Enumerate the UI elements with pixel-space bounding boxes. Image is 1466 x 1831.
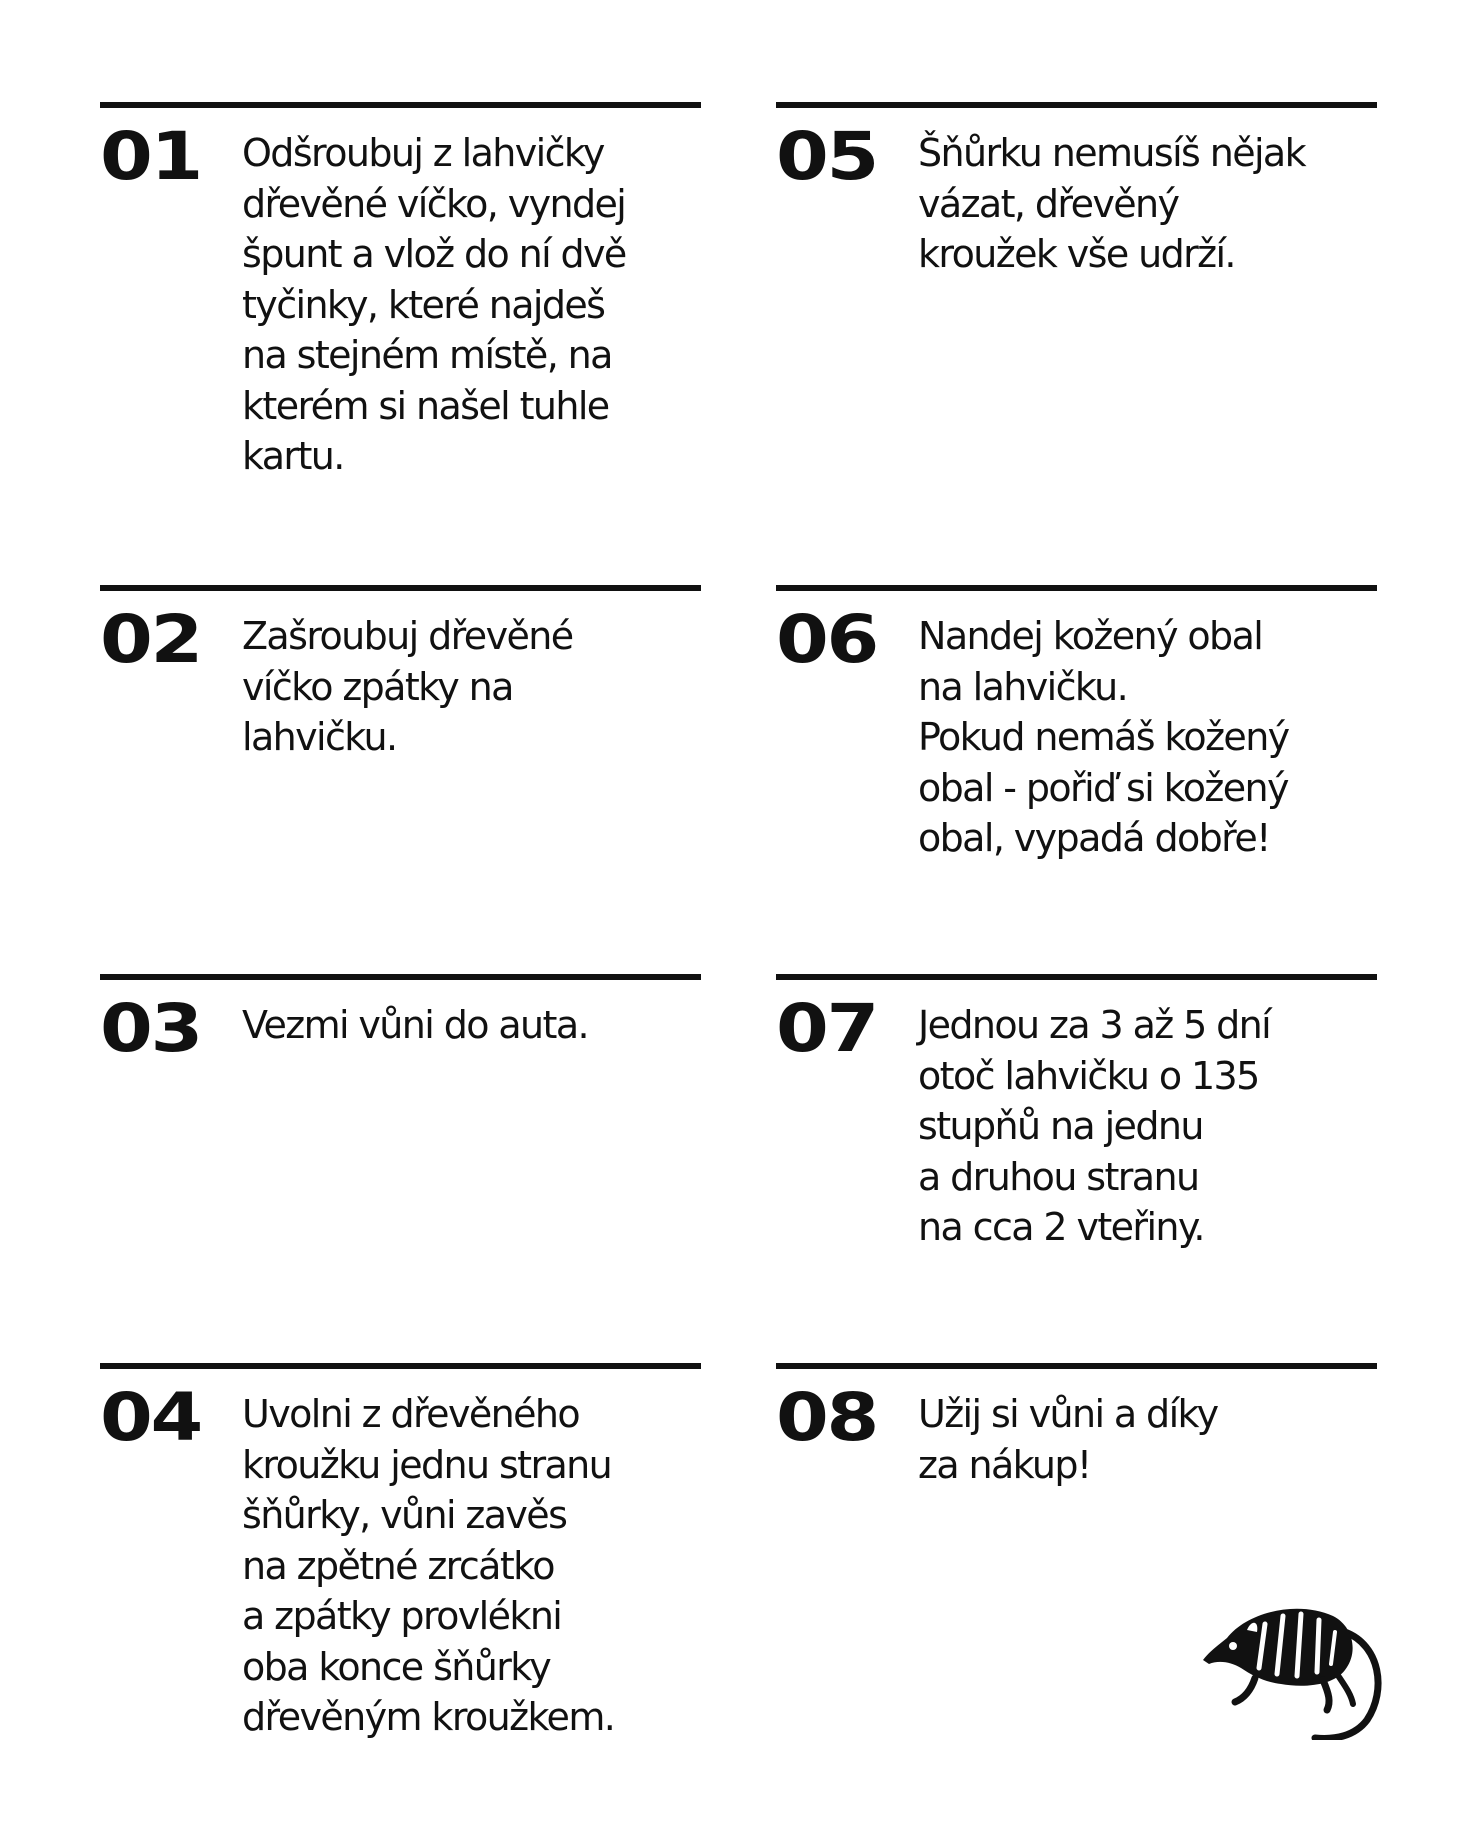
step-text: Šňůrku nemusíš nějak vázat, dřevěný kroužek vše udrží. — [918, 131, 1306, 276]
divider — [776, 102, 1377, 108]
step-number: 04 — [100, 1379, 202, 1456]
opossum-logo-icon — [1195, 1590, 1385, 1740]
step-number: 06 — [776, 601, 878, 678]
step-text: Užij si vůni a díky za nákup! — [918, 1392, 1218, 1487]
step-text: Zašroubuj dřevěné víčko zpátky na lahvičku. — [242, 614, 573, 759]
divider — [100, 585, 701, 591]
divider — [100, 1363, 701, 1369]
step-text: Jednou za 3 až 5 dní otoč lahvičku o 135 stupňů na jednu a druhou stranu na cca 2 vteřiny. — [918, 1003, 1271, 1249]
divider — [776, 974, 1377, 980]
step-text: Uvolni z dřevěného kroužku jednu stranu šňůrky, vůni zavěs na zpětné zrcátko a zpátky provlékni oba konce šňůrky dřevěným kroužkem. — [242, 1392, 615, 1739]
divider — [776, 585, 1377, 591]
step-number: 01 — [100, 118, 202, 195]
step-text: Vezmi vůni do auta. — [242, 1003, 589, 1047]
step-number: 02 — [100, 601, 202, 678]
step-number: 05 — [776, 118, 878, 195]
step-number: 03 — [100, 990, 202, 1067]
divider — [776, 1363, 1377, 1369]
step-number: 08 — [776, 1379, 878, 1456]
step-number: 07 — [776, 990, 878, 1067]
divider — [100, 974, 701, 980]
step-text: Nandej kožený obal na lahvičku. Pokud nemáš kožený obal - pořiď si kožený obal, vypadá dobře! — [918, 614, 1289, 860]
divider — [100, 102, 701, 108]
step-text: Odšroubuj z lahvičky dřevěné víčko, vyndej špunt a vlož do ní dvě tyčinky, které najdeš na stejném místě, na kterém si našel tuhle kartu. — [242, 131, 626, 478]
